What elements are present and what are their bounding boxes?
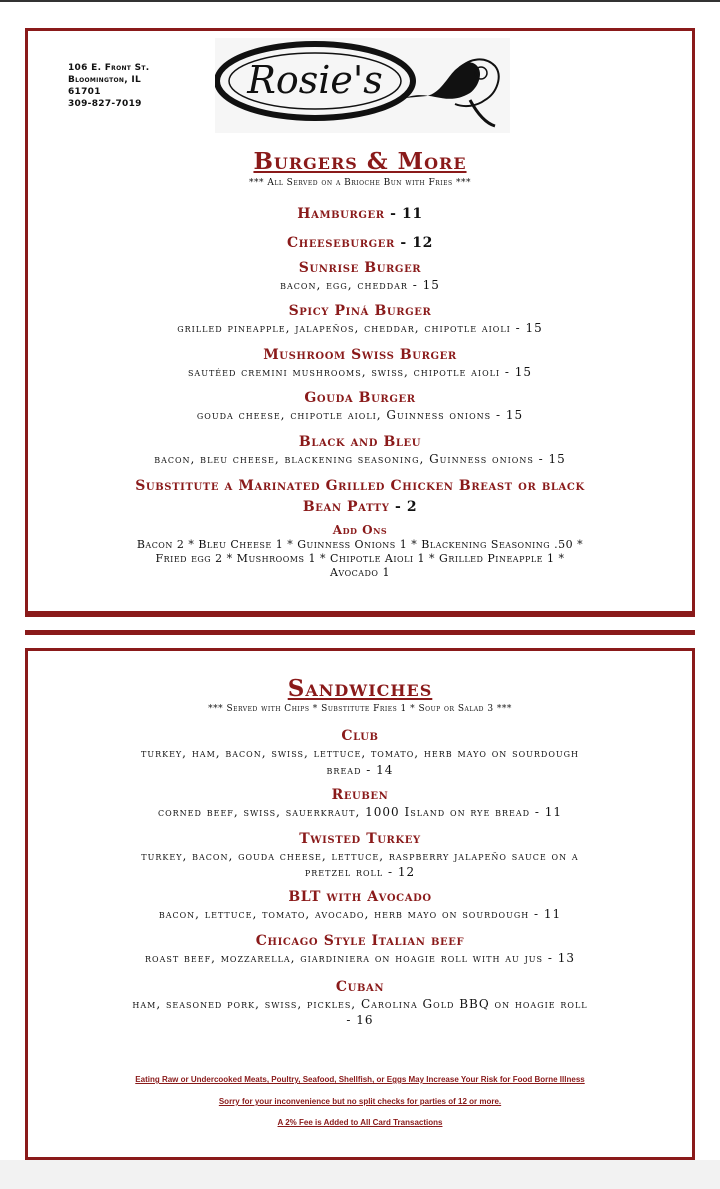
- substitute-line1: Substitute a Marinated Grilled Chicken Breast or black: [135, 478, 585, 494]
- svg-text:Rosie's: Rosie's: [247, 58, 383, 102]
- item-desc: corned beef, swiss, sauerkraut, 1000 Island on rye bread - 11: [157, 805, 563, 819]
- item-desc: grilled pineapple, jalapeños, cheddar, chipotle aioli - 15: [177, 321, 543, 335]
- item-price: - 11: [384, 206, 423, 222]
- item-desc: gouda cheese, chipotle aioli, Guinness onions - 15: [196, 408, 524, 422]
- top-rule: [0, 0, 720, 2]
- item-name: Cuban: [335, 979, 385, 995]
- item-name: Club: [341, 728, 379, 744]
- sandwiches-note: *** Served with Chips * Substitute Fries 1 * Soup or Salad 3 ***: [208, 704, 512, 714]
- item-desc: bacon, bleu cheese, blackening seasoning, Guinness onions - 15: [154, 452, 566, 466]
- item-name: Gouda Burger: [304, 390, 416, 406]
- menu-item: [40, 232, 680, 251]
- item-price: - 12: [394, 235, 433, 251]
- bottom-band: [0, 1160, 720, 1189]
- burgers-title: Burgers & More: [253, 148, 467, 175]
- item-name: Reuben: [331, 787, 389, 803]
- food-safety-notice: Eating Raw or Undercooked Meats, Poultry, Seafood, Shellfish, or Eggs May Increase Your Risk for Food Borne Illness: [135, 1075, 585, 1084]
- item-name: Sunrise Burger: [298, 260, 422, 276]
- item-desc: sautéed cremini mushrooms, swiss, chipotle aioli - 15: [187, 365, 533, 379]
- restaurant-address: [68, 62, 150, 110]
- item-name: Black and Bleu: [298, 434, 422, 450]
- addons-title: Add Ons: [332, 523, 388, 537]
- divider-bar: [25, 630, 695, 635]
- address-phone: 309-827-7019: [68, 99, 142, 109]
- item-name: Twisted Turkey: [299, 831, 421, 847]
- item-desc: bacon, lettuce, tomato, avocado, herb mayo on sourdough - 11: [158, 907, 562, 921]
- addons-line: Fried egg 2 * Mushrooms 1 * Chipotle Aioli 1 * Grilled Pineapple 1 *: [155, 552, 565, 565]
- item-desc: bacon, egg, cheddar - 15: [280, 278, 440, 292]
- item-desc: pretzel roll - 12: [304, 865, 416, 879]
- item-name: Hamburger: [297, 206, 385, 222]
- item-name: Chicago Style Italian beef: [255, 933, 465, 949]
- sandwiches-title: Sandwiches: [287, 675, 433, 702]
- card-fee-notice: A 2% Fee is Added to All Card Transactions: [277, 1118, 443, 1127]
- item-desc: ham, seasoned pork, swiss, pickles, Carolina Gold BBQ on hoagie roll: [132, 997, 588, 1011]
- substitute-text: Bean Patty: [302, 499, 390, 515]
- address-zip: 61701: [68, 87, 101, 97]
- item-name: BLT with Avocado: [288, 889, 432, 905]
- substitute-price: - 2: [389, 499, 418, 515]
- substitute-line2: [40, 496, 680, 515]
- address-street: 106 E. Front St.: [68, 63, 150, 73]
- burgers-note: *** All Served on a Brioche Bun with Fries ***: [248, 178, 472, 188]
- split-check-notice: Sorry for your inconvenience but no split checks for parties of 12 or more.: [218, 1097, 502, 1106]
- item-desc: bread - 14: [326, 763, 394, 777]
- item-name: Cheeseburger: [287, 235, 395, 251]
- address-city: Bloomington, IL: [68, 75, 142, 85]
- addons-line: Avocado 1: [329, 566, 390, 579]
- item-desc: turkey, bacon, gouda cheese, lettuce, raspberry jalapeño sauce on a: [141, 849, 579, 863]
- menu-item: [40, 203, 680, 222]
- item-desc: turkey, ham, bacon, swiss, lettuce, tomato, herb mayo on sourdough: [140, 746, 580, 760]
- item-name: Mushroom Swiss Burger: [263, 347, 457, 363]
- rosies-logo: [215, 38, 510, 133]
- divider-bar: [25, 612, 695, 617]
- item-name: Spicy Piná Burger: [288, 303, 432, 319]
- item-desc: - 16: [346, 1013, 374, 1027]
- item-desc: roast beef, mozzarella, giardiniera on hoagie roll with au jus - 13: [145, 951, 575, 965]
- addons-line: Bacon 2 * Bleu Cheese 1 * Guinness Onions 1 * Blackening Seasoning .50 *: [136, 538, 584, 551]
